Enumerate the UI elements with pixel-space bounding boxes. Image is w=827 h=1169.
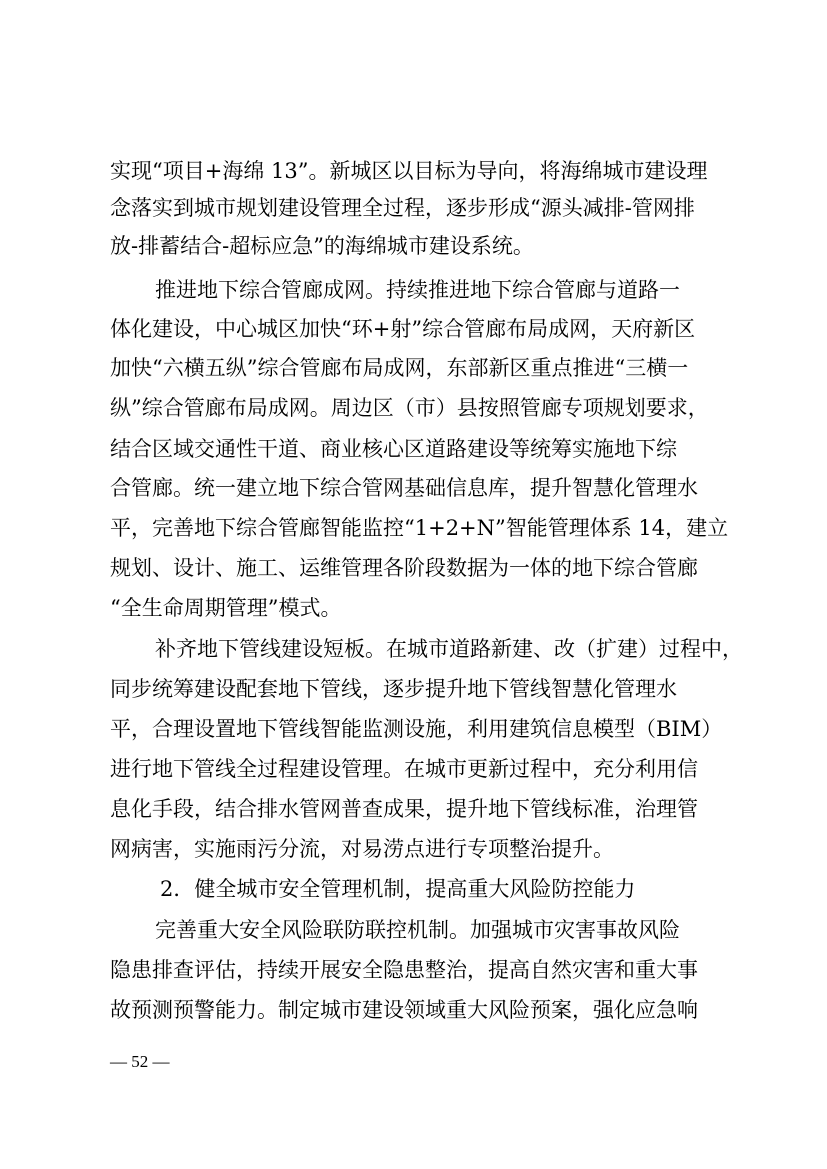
section-heading-2: 2．健全城市安全管理机制，提高重大风险防控能力 — [160, 877, 636, 901]
text-line-9: 合管廊。统一建立地下综合管网基础信息库，提升智慧化管理水 — [110, 476, 698, 500]
text-line-2: 念落实到城市规划建设管理全过程，逐步形成“源头减排-管网排 — [110, 196, 695, 220]
page-number: — 52 — — [110, 1052, 170, 1071]
text-line-18: 网病害，实施雨污分流，对易涝点进行专项整治提升。 — [110, 837, 614, 861]
text-line-21: 隐患排查评估，持续开展安全隐患整治，提高自然灾害和重大事 — [110, 958, 698, 982]
text-line-14: 同步统筹建设配套地下管线，逐步提升地下管线智慧化管理水 — [110, 677, 677, 701]
text-line-11: 规划、设计、施工、运维管理各阶段数据为一体的地下综合管廊 — [110, 556, 698, 580]
paragraph-heading-pipelines: 补齐地下管线建设短板。在城市道路新建、改（扩建）过程中， — [155, 637, 743, 661]
text-line-6: 加快“六横五纵”综合管廊布局成网，东部新区重点推进“三横一 — [110, 356, 689, 380]
text-line-7: 纵”综合管廊布局成网。周边区（市）县按照管廊专项规划要求， — [110, 396, 709, 420]
text-line-16: 进行地下管线全过程建设管理。在城市更新过程中，充分利用信 — [110, 757, 698, 781]
paragraph-heading-risk: 完善重大安全风险联防联控机制。加强城市灾害事故风险 — [155, 918, 680, 942]
text-line-12: “全生命周期管理”模式。 — [110, 596, 342, 620]
paragraph-heading-utility-tunnel: 推进地下综合管廊成网。持续推进地下综合管廊与道路一 — [155, 278, 680, 302]
text-line-15: 平，合理设置地下管线智能监测设施，利用建筑信息模型（BIM） — [110, 717, 723, 741]
text-line-3: 放-排蓄结合-超标应急”的海绵城市建设系统。 — [110, 234, 534, 258]
text-line-10: 平，完善地下综合管廊智能监控“1+2+N”智能管理体系 14，建立 — [110, 516, 729, 540]
text-line-17: 息化手段，结合排水管网普查成果，提升地下管线标准，治理管 — [110, 797, 698, 821]
text-line-8: 结合区域交通性干道、商业核心区道路建设等统筹实施地下综 — [110, 437, 677, 461]
text-line-1: 实现“项目+海绵 13”。新城区以目标为导向，将海绵城市建设理 — [110, 159, 708, 183]
text-line-22: 故预测预警能力。制定城市建设领域重大风险预案，强化应急响 — [110, 998, 698, 1022]
text-line-5: 体化建设，中心城区加快“环+射”综合管廊布局成网，天府新区 — [110, 317, 696, 341]
